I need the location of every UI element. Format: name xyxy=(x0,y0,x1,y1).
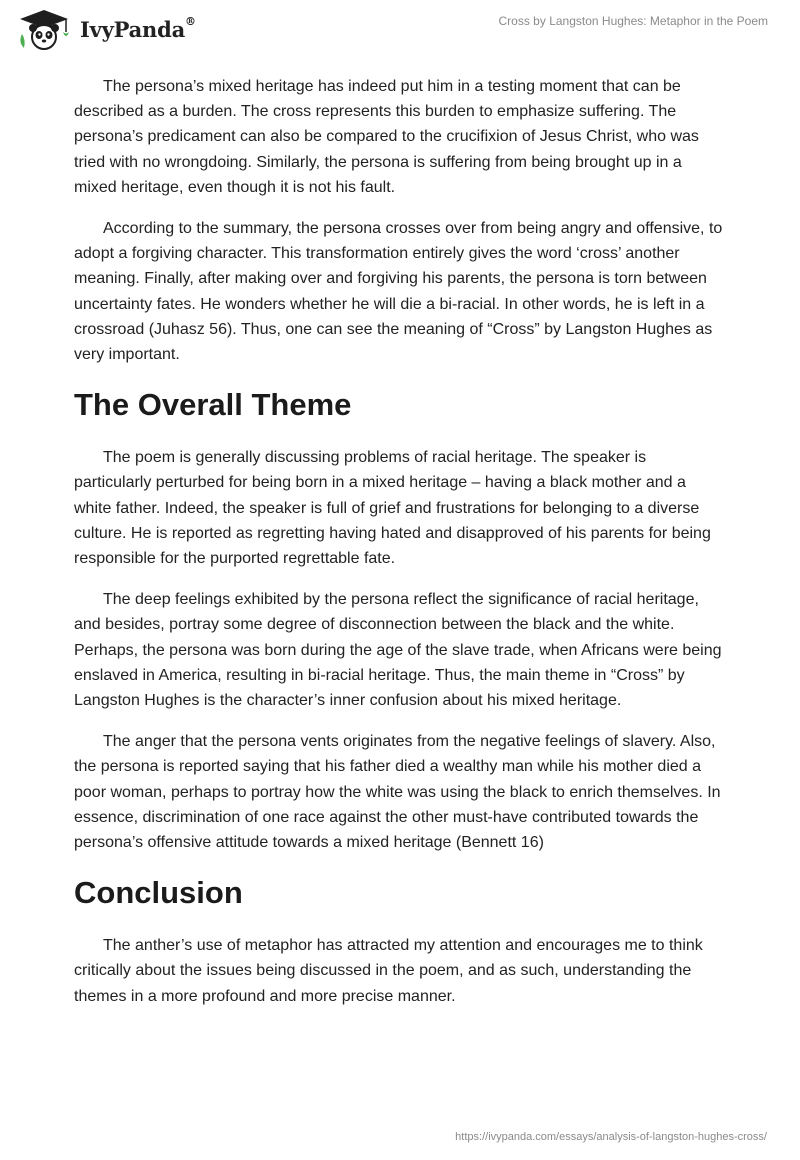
paragraph-6: The anther’s use of metaphor has attracted my attention and encourages me to think critically about the issues being discussed in the poem, and as such, understanding the themes in a more profound and more precise manner. xyxy=(74,937,703,1005)
heading-conclusion: Conclusion xyxy=(74,875,243,911)
brand-name xyxy=(80,14,196,42)
source-url-link[interactable]: https://ivypanda.com/essays/analysis-of-langston-hughes-cross/ xyxy=(455,1131,767,1143)
paragraph-3: The poem is generally discussing problems of racial heritage. The speaker is particularly perturbed for being born in a mixed heritage – having a black mother and a white father. Indeed, the speaker is full of grief and frustrations for belonging to a diverse culture. He is reported as regretting having hated and disapproved of his parents for being responsible for the purported regrettable fate. xyxy=(74,449,711,568)
heading-overall-theme: The Overall Theme xyxy=(74,387,352,423)
article-body xyxy=(74,74,726,1025)
registered-mark: ® xyxy=(185,14,196,28)
panda-graduation-cap-icon xyxy=(14,8,74,50)
paragraph-4: The deep feelings exhibited by the persona reflect the significance of racial heritage, and besides, portray some degree of disconnection between the black and the white. Perhaps, the persona was born during the age of the slave trade, when Africans were being enslaved in America, resulting in bi-racial heritage. Thus, the main theme in “Cross” by Langston Hughes is the character’s inner confusion about his mixed heritage. xyxy=(74,591,722,710)
paragraph-2: According to the summary, the persona crosses over from being angry and offensive, to adopt a forgiving character. This transformation entirely gives the word ‘cross’ another meaning. Finally, after making over and forgiving his parents, the persona is torn between uncertainty fates. He wonders whether he will die a bi-racial. In other words, he is left in a crossroad (Juhasz 56). Thus, one can see the meaning of “Cross” by Langston Hughes as very important. xyxy=(74,220,723,364)
paragraph-5: The anger that the persona vents originates from the negative feelings of slavery. Also, the persona is reported saying that his father died a wealthy man while his mother died a poor woman, perhaps to portray how the white was using the black to enrich themselves. In essence, discrimination of one race against the other must-have contributed towards the persona’s offensive attitude towards a mixed heritage (Bennett 16) xyxy=(74,733,721,852)
page-header xyxy=(0,0,800,60)
ivypanda-logo[interactable] xyxy=(14,8,196,50)
brand-text: IvyPanda xyxy=(80,16,186,42)
paragraph-1: The persona’s mixed heritage has indeed put him in a testing moment that can be described as a burden. The cross represents this burden to emphasize suffering. The persona’s predicament can also be compared to the crucifixion of Jesus Christ, who was tried with no wrongdoing. Similarly, the persona is suffering from being brought up in a mixed heritage, even though it is not his fault. xyxy=(74,78,699,196)
document-title: Cross by Langston Hughes: Metaphor in the Poem xyxy=(498,14,768,28)
